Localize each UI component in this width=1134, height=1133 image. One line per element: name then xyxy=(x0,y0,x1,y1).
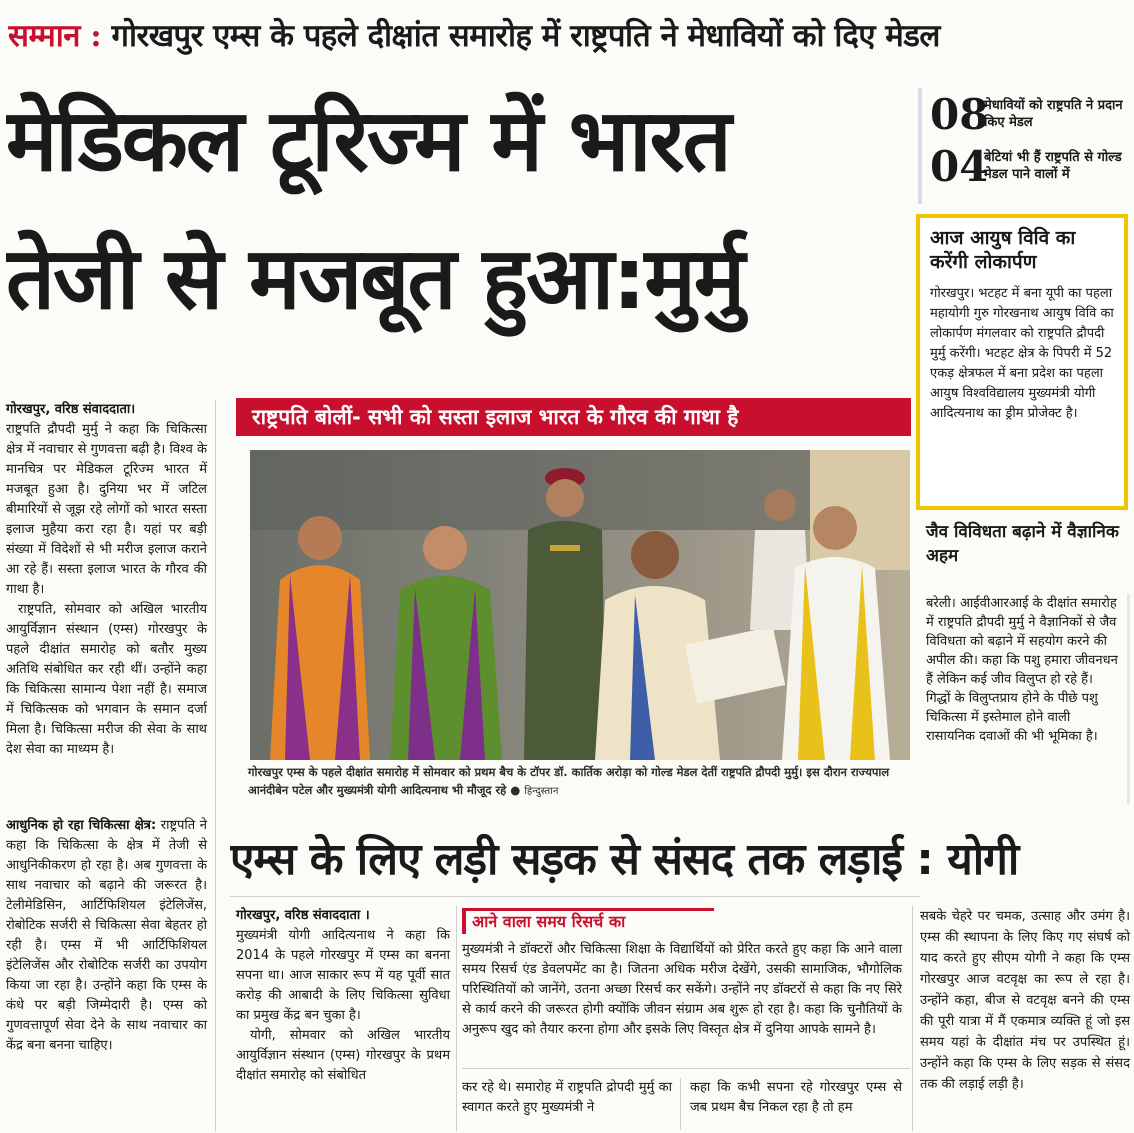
main-headline xyxy=(6,72,911,348)
headline-line-1: मेडिकल टूरिज्म में भारत xyxy=(6,91,730,191)
yogi-paragraph-1: मुख्यमंत्री योगी आदित्यनाथ ने कहा कि 2014 के पहले गोरखपुर में एम्स का बनना सपना था। आज साकार रूप में यह पूर्वी सात करोड़ की आबादी के लिए चिकित्सा सुविधा का प्रमुख केंद्र बन चुका है। xyxy=(236,928,450,1023)
stat-row xyxy=(930,144,1130,190)
left-dateline: गोरखपुर, वरिष्ठ संवाददाता। xyxy=(6,402,136,417)
stat-number: 08 xyxy=(930,90,989,139)
yogi-article-col-1 xyxy=(236,906,450,1131)
ceremony-photo-image xyxy=(250,450,910,760)
research-box-title: आने वाला समय रिसर्च का xyxy=(462,908,714,934)
divider xyxy=(230,896,920,897)
jaiv-article xyxy=(926,594,1130,804)
photo-credit: हिन्दुस्तान xyxy=(524,786,559,797)
ceremony-photo xyxy=(250,450,910,760)
left-subhead: आधुनिक हो रहा चिकित्सा क्षेत्र: xyxy=(6,818,157,833)
ayush-body: गोरखपुर। भटहट में बना यूपी का पहला महायोगी गुरु गोरखनाथ आयुष विवि का लोकार्पण मंगलवार को राष्ट्रपति द्रौपदी मुर्मु करेंगी। भटहट क्षेत्र के पिपरी में 52 एकड़ क्षेत्रफल में बना प्रदेश का पहला आयुष विश्वविद्यालय मुख्यमंत्री योगी आदित्यनाथ का ड्रीम प्रोजेक्ट है। xyxy=(930,286,1114,421)
stats-box xyxy=(918,88,1130,204)
left-column-article xyxy=(6,400,216,830)
yogi-col-2-text: कर रहे थे। समारोह में राष्ट्रपति द्रोपदी मुर्मु का स्वागत करते हुए मुख्यमंत्री ने xyxy=(462,1080,672,1115)
research-box-body: मुख्यमंत्री ने डॉक्टरों और चिकित्सा शिक्षा के विद्यार्थियों को प्रेरित करते हुए कहा कि आने वाला समय रिसर्च एंड डेवलपमेंट का है। जितना अधिक मरीज देखेंगे, उसकी सामाजिक, भौगोलिक परिस्थितियों को जानेंगे, उतना अच्छा रिसर्च कर सकेंगे। उन्होंने नए डॉक्टरों से कहा कि नए सिरे से कार्य करने की जरूरत होगी क्योंकि जीवन संग्राम अब शुरू हो रहा है। कहा कि चुनौतियों के अनुरूप खुद को तैयार करना होगा और इसके लिए विस्तृत क्षेत्र में दुनिया आपके सामने है। xyxy=(462,942,902,1037)
yogi-article-col-4 xyxy=(920,906,1130,1095)
yogi-dateline: गोरखपुर, वरिष्ठ संवाददाता । xyxy=(236,908,370,923)
stat-row xyxy=(930,92,1130,138)
stat-text: बेटियां भी हैं राष्ट्रपति से गोल्ड मेडल पाने वालों में xyxy=(984,150,1122,182)
divider xyxy=(462,1068,910,1069)
jaiv-body: बरेली। आईवीआरआई के दीक्षांत समारोह में राष्ट्रपति द्रौपदी मुर्मु ने वैज्ञानिकों से जैव विविधता को बढ़ाने में सहयोग करने की अपील की। कहा कि पशु हमारा जीवनधन हैं लेकिन कई जीव विलुप्त हो रहे हैं। गिद्धों के विलुप्तप्राय होने के पीछे पशु चिकित्सा में इस्तेमाल होने वाली रासायनिक दवाओं की भी भूमिका है। xyxy=(926,596,1118,744)
research-box xyxy=(462,940,902,1040)
caption-text: गोरखपुर एम्स के पहले दीक्षांत समारोह में सोमवार को प्रथम बैच के टॉपर डॉ. कार्तिक अरोड़ा को गोल्ड मेडल देतीं राष्ट्रपति द्रौपदी मुर्मु। इस दौरान राज्यपाल आनंदीबेन पटेल और मुख्यमंत्री योगी आदित्यनाथ भी मौजूद रहे ● xyxy=(248,765,890,797)
strap-text: गोरखपुर एम्स के पहले दीक्षांत समारोह में राष्ट्रपति ने मेधावियों को दिए मेडल xyxy=(101,18,940,54)
yogi-article-col-2 xyxy=(462,1078,672,1118)
second-headline: एम्स के लिए लड़ी सड़क से संसद तक लड़ाई : योगी xyxy=(230,834,1019,885)
yogi-paragraph-2: योगी, सोमवार को अखिल भारतीय आयुर्विज्ञान संस्थान (एम्स) गोरखपुर के प्रथम दीक्षांत समारोह को संबोधित xyxy=(236,1028,450,1083)
strap-kicker: सम्मान : xyxy=(8,18,102,54)
left-paragraph-3 xyxy=(6,816,207,1056)
column-divider xyxy=(456,906,457,1131)
left-paragraph-3-text: राष्ट्रपति ने कहा कि चिकित्सा के क्षेत्र में तेजी से आधुनिकीकरण हो रहा है। अब गुणवत्ता के साथ नवाचार को बढ़ाने की जरूरत है। टेलीमेडिसिन, आर्टिफिशियल इंटेलिजेंस, रोबोटिक सर्जरी से चिकित्सा सेवा बेहतर हो रही है। एम्स में भी आर्टिफिशियल इंटेलिजेंस और रोबोटिक सर्जरी का उपयोग किया जा रहा है। उन्होंने कहा कि एम्स के कंधे पर बड़ी जिम्मेदारी है। एम्स को गुणवत्तापूर्ण सेवा देने के साथ नवाचार का केंद्र बना बनना चाहिए। xyxy=(6,818,207,1053)
ayush-sidebar xyxy=(916,214,1128,510)
photo-caption xyxy=(248,763,916,801)
stat-number: 04 xyxy=(930,142,989,191)
yogi-col-4-text: सबके चेहरे पर चमक, उत्साह और उमंग है। एम्स की स्थापना के लिए किए गए संघर्ष को याद करते हुए सीएम योगी ने कहा कि एम्स गोरखपुर आज वटवृक्ष का रूप ले रहा है। उन्होंने कहा, बीज से वटवृक्ष बनने की एम्स की पूरी यात्रा में मैं एकमात्र व्यक्ति हूं जो इस समय यहां के दीक्षांत मंच पर उपस्थित हूं। उन्होंने कहा कि एम्स के लिए सड़क से संसद तक की लड़ाई लड़ी है। xyxy=(920,909,1130,1092)
left-column-continued xyxy=(6,816,216,1132)
strap-line xyxy=(8,14,1128,58)
left-paragraph-1: राष्ट्रपति द्रौपदी मुर्मु ने कहा कि चिकित्सा क्षेत्र में नवाचार से गुणवत्ता बढ़ी है। विश्व के मानचित्र पर मेडिकल टूरिज्म भारत में मजबूत हुआ है। दुनिया भर में जटिल बीमारियों से जूझ रहे लोगों को भारत सस्ता इलाज मुहैया करा रहा है। यहां पर बड़ी संख्या में विदेशों से भी मरीज इलाज कराने आ रहे हैं। सस्ता इलाज भारत के गौरव की गाथा है। xyxy=(6,422,207,597)
left-paragraph-2: राष्ट्रपति, सोमवार को अखिल भारतीय आयुर्विज्ञान संस्थान (एम्स) गोरखपुर के पहले दीक्षांत समारोह को बतौर मुख्य अतिथि संबोधित कर रही थीं। उन्होंने कहा कि चिकित्सा सामान्य पेशा नहीं है। समाज में चिकित्सक को भगवान के समान दर्जा मिला है। चिकित्सा मरीज की सेवा के साथ देश सेवा का माध्यम है। xyxy=(6,602,207,757)
jaiv-title: जैव विविधता बढ़ाने में वैज्ञानिक अहम xyxy=(926,522,1119,566)
yogi-col-3-text: कहा कि कभी सपना रहे गोरखपुर एम्स से जब प्रथम बैच निकल रहा है तो हम xyxy=(690,1080,902,1115)
column-divider xyxy=(912,906,913,1131)
headline-line-2: तेजी से मजबूत हुआ:मुर्मु xyxy=(6,229,744,329)
photo-banner: राष्ट्रपति बोलीं- सभी को सस्ता इलाज भारत के गौरव की गाथा है xyxy=(236,398,911,436)
stat-text: मेधावियों को राष्ट्रपति ने प्रदान किए मेडल xyxy=(984,98,1123,130)
yogi-article-col-3 xyxy=(690,1078,902,1118)
ayush-title: आज आयुष विवि का करेंगी लोकार्पण xyxy=(930,227,1076,273)
column-divider xyxy=(680,1078,681,1130)
